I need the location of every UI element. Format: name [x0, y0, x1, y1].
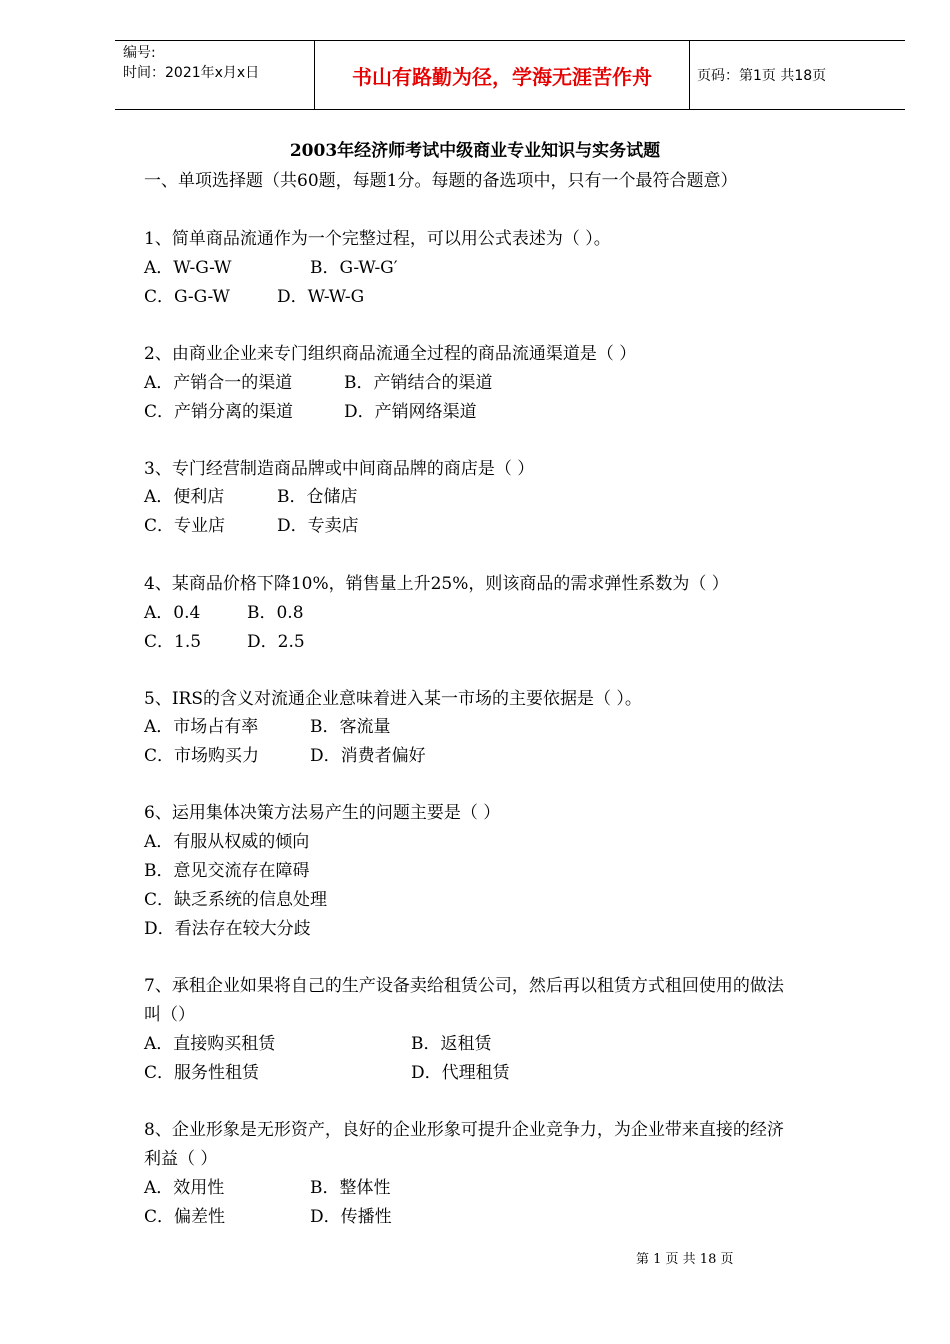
option: D．产销网络渠道 [344, 402, 477, 422]
option: B．0.8 [247, 603, 304, 623]
question-stem: 8、企业形象是无形资产，良好的企业形象可提升企业竞争力，为企业带来直接的经济 [144, 1120, 784, 1140]
option: B．返租赁 [411, 1034, 492, 1054]
question-stem-cont: 利益（ ） [144, 1149, 218, 1169]
option: D．消费者偏好 [310, 746, 426, 766]
header-motto: 书山有路勤为径，学海无涯苦作舟 [352, 64, 652, 89]
option: C．服务性租赁 [144, 1063, 260, 1083]
question-stem: 6、运用集体决策方法易产生的问题主要是（ ） [144, 803, 501, 823]
option: B．整体性 [310, 1178, 391, 1198]
option: D．代理租赁 [411, 1063, 510, 1083]
option: B．客流量 [310, 717, 391, 737]
option: B．意见交流存在障碍 [144, 861, 310, 881]
option: C．G-G-W [144, 287, 230, 307]
section-heading: 一、单项选择题（共60题，每题1分。每题的备选项中，只有一个最符合题意） [144, 171, 738, 191]
question-stem: 4、某商品价格下降10%，销售量上升25%，则该商品的需求弹性系数为（ ） [144, 574, 729, 594]
document-title: 2003年经济师考试中级商业专业知识与实务试题 [289, 141, 661, 161]
option: B．仓储店 [277, 487, 358, 507]
option: A．市场占有率 [144, 717, 259, 737]
option: D．2.5 [247, 632, 305, 652]
option: A．0.4 [144, 603, 201, 623]
option: A．有服从权威的倾向 [144, 832, 310, 852]
question-stem: 5、IRS的含义对流通企业意味着进入某一市场的主要依据是（ ）。 [144, 689, 642, 709]
option: A．W-G-W [144, 258, 232, 278]
option: A．产销合一的渠道 [144, 373, 293, 393]
option: A．便利店 [144, 487, 225, 507]
option: C．市场购买力 [144, 746, 260, 766]
question-stem: 1、简单商品流通作为一个完整过程，可以用公式表述为（ ）。 [144, 229, 611, 249]
option: D．传播性 [310, 1207, 392, 1227]
number-label: 编号: [123, 45, 156, 61]
question-stem: 3、专门经营制造商品牌或中间商品牌的商店是（ ） [144, 459, 535, 479]
option: D．看法存在较大分歧 [144, 919, 311, 939]
option: C．缺乏系统的信息处理 [144, 890, 328, 910]
page-header [115, 40, 905, 110]
time-label: 时间：2021年x月x日 [123, 65, 260, 81]
option: C．偏差性 [144, 1207, 226, 1227]
option: A．效用性 [144, 1178, 225, 1198]
option: B．G-W-G′ [310, 258, 398, 278]
option: B．产销结合的渠道 [344, 373, 493, 393]
page-footer: 第 1 页 共 18 页 [636, 1252, 734, 1267]
header-meta [115, 41, 315, 109]
question-stem: 7、承租企业如果将自己的生产设备卖给租赁公司，然后再以租赁方式租回使用的做法 [144, 976, 784, 996]
question-stem-cont: 叫（） [144, 1005, 195, 1025]
option: D．W-W-G [277, 287, 365, 307]
question-stem: 2、由商业企业来专门组织商品流通全过程的商品流通渠道是（ ） [144, 344, 637, 364]
option: C．1.5 [144, 632, 202, 652]
header-page-info: 页码：第1页 共18页 [697, 68, 827, 84]
option: C．产销分离的渠道 [144, 402, 294, 422]
option: A．直接购买租赁 [144, 1034, 276, 1054]
option: D．专卖店 [277, 516, 359, 536]
option: C．专业店 [144, 516, 226, 536]
header-motto-cell [315, 41, 690, 109]
